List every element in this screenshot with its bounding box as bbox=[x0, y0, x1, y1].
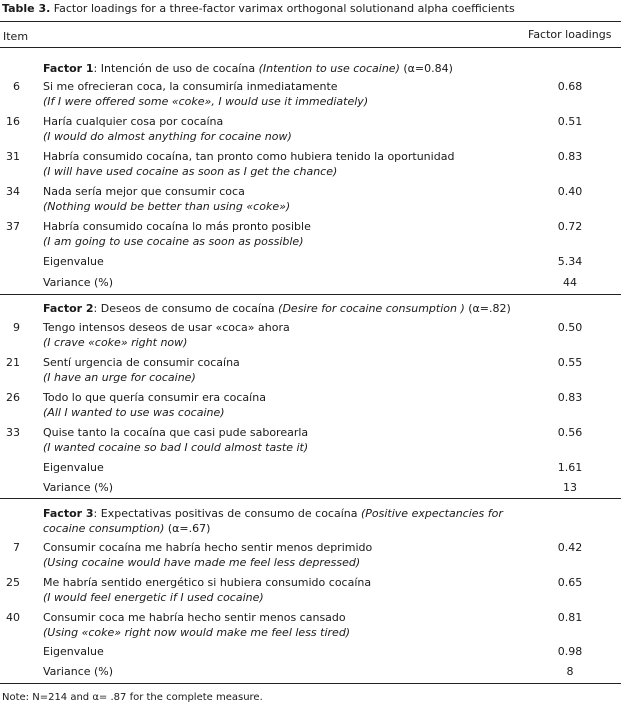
table-caption bbox=[2, 2, 515, 15]
factor-2-title: Factor 2: Deseos de consumo de cocaína (Desire for cocaine consumption ) (α=.82) bbox=[43, 302, 511, 315]
rule-factor-2 bbox=[0, 498, 621, 499]
table-page: Table 3. Factor loadings for a three-factor varimax orthogonal solutionand alpha coefficients Item Factor loadings Factor 1: Intención de uso de cocaína (Intention to use cocaine) (α=0.84) 6 Si me ofrecieran coca, la consumiría inmediatamente 0.68 (If I were offered some «coke», I would use it immediately) 16 Haría cualquier cosa por cocaína 0.51 (I would do almost anything for cocaine now) 31 Habría consumido cocaína, tan pronto como hubiera tenido la oportunidad 0.83 (I will have used cocaine as soon as I get the chance) 34 Nada sería mejor que consumir coca 0.40 (Nothing would be better than using «coke») 37 Habría consumido cocaína lo más pronto posible 0.72 (I am going to use cocaine as soon as possible) Eigenvalue 5.34 Variance (%) 44 Factor 2: Deseos de consumo de cocaína (Desire for cocaine consumption ) (α=.82) 9 Tengo intensos deseos de usar «coca» ahora 0.50 (I crave «coke» right now) 21 Sentí urgencia de consumir cocaína 0.55 (I have an urge for cocaine) 26 Todo lo que quería consumir era cocaína 0.83 (All I wanted to use was cocaine) 33 Quise tanto la cocaína que casi pude saborearla 0.56 (I wanted cocaine so bad I could almost taste it) Eigenvalue 1.61 Variance (%) 13 Factor 3: Expectativas positivas de consumo de cocaína (Positive expectancies for cocaine consumption) (α=.67) 7 Consumir cocaína me habría hecho sentir menos deprimido 0.42 (Using cocaine would have made me feel less depressed) 25 Me habría sentido energético si hubiera consumido cocaína 0.65 (I would feel energetic if I used cocaine) 40 Consumir coca me habría hecho sentir menos cansado 0.81 (Using «coke» right now would make me feel less tired) Eigenvalue 0.98 Variance (%) 8 Note: N=214 and α= .87 for the complete measure. bbox=[0, 0, 621, 707]
factor-3-title-cont: cocaine consumption) (α=.67) bbox=[43, 522, 211, 535]
header-loadings: Factor loadings bbox=[528, 28, 612, 41]
rule-factor-1 bbox=[0, 294, 621, 295]
rule-bottom bbox=[0, 683, 621, 684]
factor-3-title: Factor 3: Expectativas positivas de consumo de cocaína (Positive expectancies for bbox=[43, 507, 503, 520]
rule-header bbox=[0, 47, 621, 48]
rule-top bbox=[0, 21, 621, 22]
table-note: Note: N=214 and α= .87 for the complete measure. bbox=[2, 692, 263, 703]
caption-text: Factor loadings for a three-factor varimax orthogonal solutionand alpha coefficients bbox=[53, 2, 515, 15]
caption-label: Table 3. bbox=[2, 2, 51, 15]
header-item: Item bbox=[3, 30, 29, 43]
factor-1-title: Factor 1: Intención de uso de cocaína (Intention to use cocaine) (α=0.84) bbox=[43, 62, 453, 75]
